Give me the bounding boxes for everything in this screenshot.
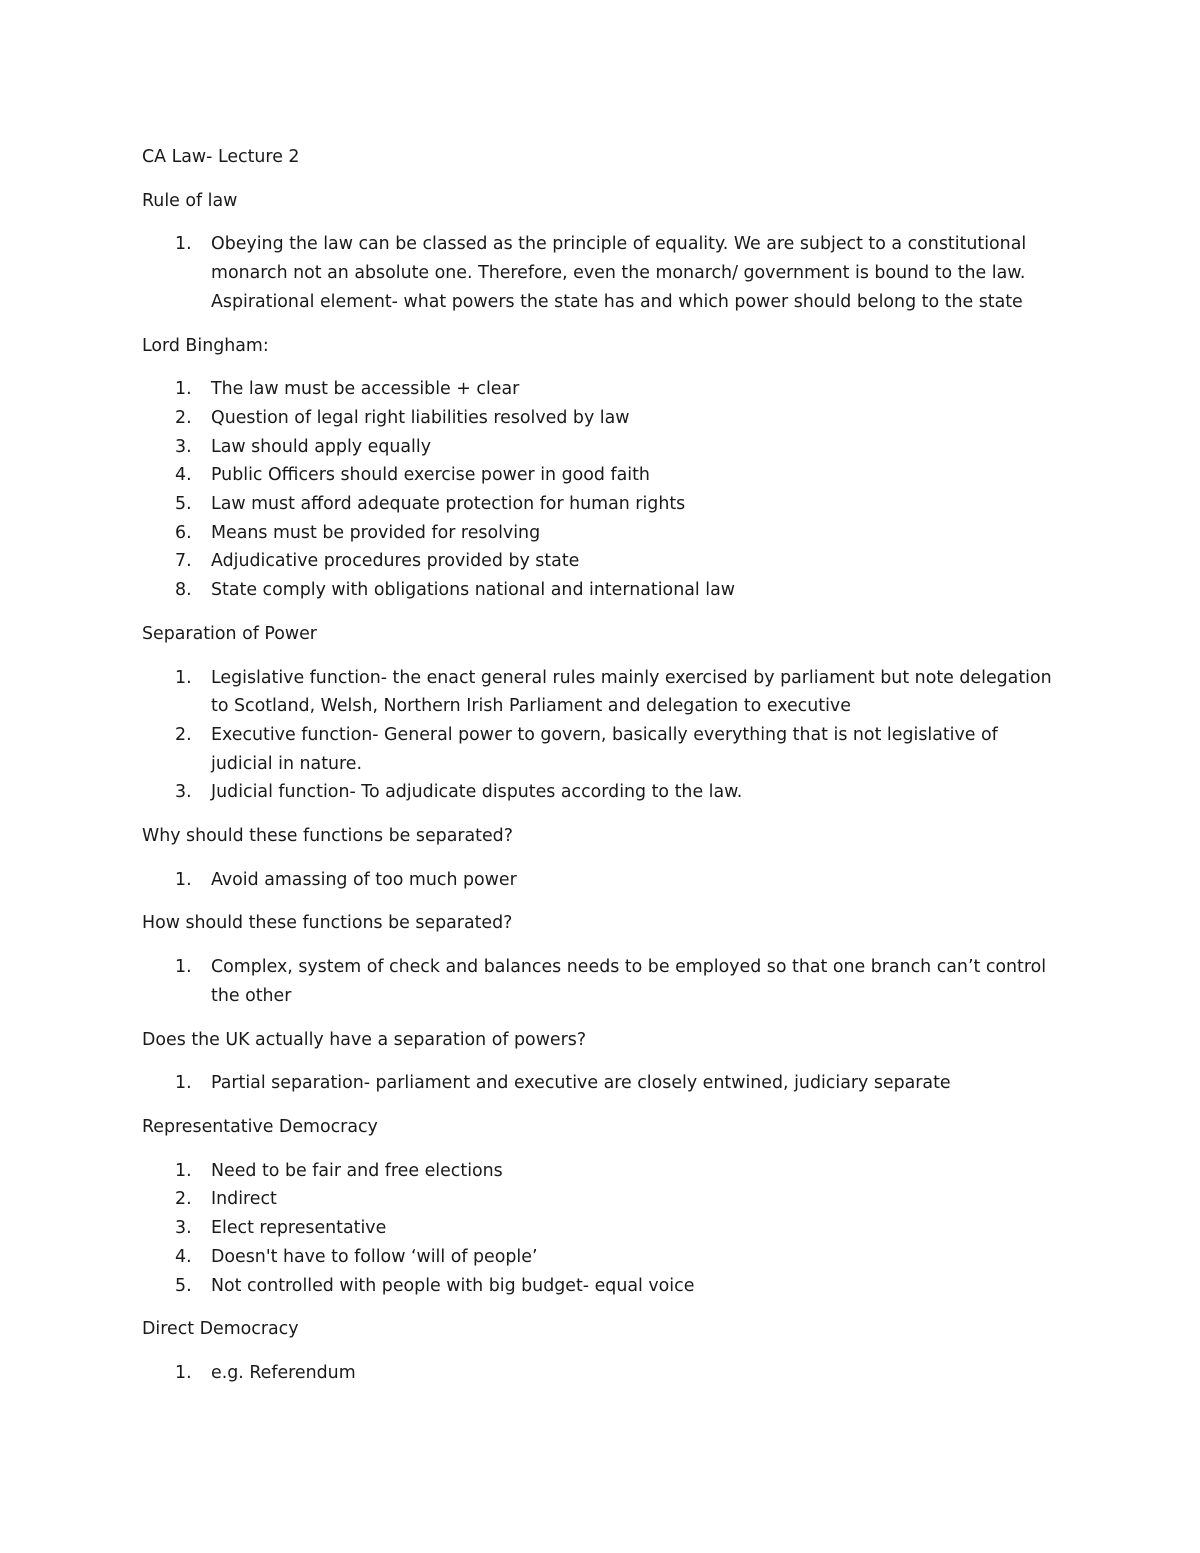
numbered-list bbox=[142, 1069, 1062, 1098]
list-item-text: Means must be provided for resolving bbox=[211, 522, 541, 543]
list-item-text: Not controlled with people with big budget- equal voice bbox=[211, 1275, 695, 1296]
list-item-text: Question of legal right liabilities resolved by law bbox=[211, 407, 630, 428]
list-item bbox=[142, 721, 1062, 778]
list-item-number: 1. bbox=[175, 869, 192, 890]
list-item-number: 1. bbox=[175, 957, 192, 978]
numbered-list bbox=[142, 1359, 1062, 1388]
list-item bbox=[142, 866, 1062, 895]
list-item-text: Adjudicative procedures provided by state bbox=[211, 551, 580, 572]
list-item bbox=[142, 778, 1062, 807]
list-item-text: Public Officers should exercise power in good faith bbox=[211, 465, 650, 486]
list-item-number: 1. bbox=[175, 1362, 192, 1383]
document-page bbox=[142, 143, 1062, 1403]
list-item-text: Judicial function- To adjudicate disputes according to the law. bbox=[211, 782, 743, 803]
section-heading: How should these functions be separated? bbox=[142, 913, 513, 934]
list-item-text: Partial separation- parliament and executive are closely entwined, judiciary separate bbox=[211, 1073, 951, 1094]
list-item-number: 3. bbox=[175, 436, 192, 457]
list-item bbox=[142, 433, 1062, 462]
list-item-number: 3. bbox=[175, 782, 192, 803]
section-heading: Rule of law bbox=[142, 190, 238, 211]
list-item-text: Law should apply equally bbox=[211, 436, 431, 457]
section-heading: Why should these functions be separated? bbox=[142, 826, 513, 847]
list-item bbox=[142, 1185, 1062, 1214]
list-item-text: Law must afford adequate protection for human rights bbox=[211, 494, 686, 515]
list-item bbox=[142, 1243, 1062, 1272]
list-item-number: 1. bbox=[175, 379, 192, 400]
list-item-number: 8. bbox=[175, 580, 192, 601]
list-item-number: 7. bbox=[175, 551, 192, 572]
section-heading: Representative Democracy bbox=[142, 1116, 378, 1137]
numbered-list bbox=[142, 866, 1062, 895]
list-item bbox=[142, 953, 1062, 1010]
list-item-text: Legislative function- the enact general rules mainly exercised by parliament but note delegation to Scotland, Welsh, Northern Irish Parliament and delegation to executive bbox=[211, 667, 1052, 717]
list-item-number: 1. bbox=[175, 667, 192, 688]
list-item bbox=[142, 519, 1062, 548]
list-item bbox=[142, 490, 1062, 519]
list-item bbox=[142, 664, 1062, 721]
list-item bbox=[142, 230, 1062, 316]
document-title: CA Law- Lecture 2 bbox=[142, 147, 300, 167]
document-body bbox=[142, 187, 1062, 1388]
list-item-number: 1. bbox=[175, 234, 192, 255]
list-item-text: Executive function- General power to govern, basically everything that is not legislative of judicial in nature. bbox=[211, 724, 998, 774]
list-item bbox=[142, 461, 1062, 490]
list-item-text: Avoid amassing of too much power bbox=[211, 869, 517, 890]
list-item bbox=[142, 1069, 1062, 1098]
list-item-text: Complex, system of check and balances needs to be employed so that one branch can’t control the other bbox=[211, 957, 1047, 1006]
numbered-list bbox=[142, 1157, 1062, 1301]
section-heading: Separation of Power bbox=[142, 623, 317, 644]
list-item-text: e.g. Referendum bbox=[211, 1362, 356, 1383]
section-heading: Direct Democracy bbox=[142, 1319, 299, 1340]
list-item bbox=[142, 576, 1062, 605]
numbered-list bbox=[142, 230, 1062, 316]
list-item-text: Obeying the law can be classed as the principle of equality. We are subject to a constitutional monarch not an absolute one. Therefore, even the monarch/ government is bound to the law. Aspirational element- what powers the state has and which power should belong to the state bbox=[211, 234, 1027, 312]
list-item bbox=[142, 1359, 1062, 1388]
numbered-list bbox=[142, 664, 1062, 808]
list-item bbox=[142, 547, 1062, 576]
list-item bbox=[142, 1272, 1062, 1301]
list-item-text: Indirect bbox=[211, 1189, 277, 1210]
numbered-list bbox=[142, 375, 1062, 605]
list-item-number: 3. bbox=[175, 1218, 192, 1239]
list-item-number: 5. bbox=[175, 494, 192, 515]
list-item-number: 4. bbox=[175, 465, 192, 486]
list-item-number: 1. bbox=[175, 1160, 192, 1181]
list-item-number: 2. bbox=[175, 407, 192, 428]
list-item-number: 1. bbox=[175, 1073, 192, 1094]
section-heading: Lord Bingham: bbox=[142, 335, 269, 356]
list-item-text: Need to be fair and free elections bbox=[211, 1160, 503, 1181]
list-item-number: 2. bbox=[175, 724, 192, 745]
list-item-number: 2. bbox=[175, 1189, 192, 1210]
list-item-text: Doesn't have to follow ‘will of people’ bbox=[211, 1246, 538, 1267]
list-item-text: State comply with obligations national and international law bbox=[211, 580, 735, 601]
list-item-text: The law must be accessible + clear bbox=[211, 379, 520, 400]
list-item-text: Elect representative bbox=[211, 1218, 387, 1239]
list-item-number: 4. bbox=[175, 1246, 192, 1267]
list-item-number: 6. bbox=[175, 522, 192, 543]
list-item bbox=[142, 1157, 1062, 1186]
numbered-list bbox=[142, 953, 1062, 1010]
list-item bbox=[142, 1214, 1062, 1243]
list-item bbox=[142, 404, 1062, 433]
section-heading: Does the UK actually have a separation of powers? bbox=[142, 1029, 587, 1050]
list-item-number: 5. bbox=[175, 1275, 192, 1296]
list-item bbox=[142, 375, 1062, 404]
